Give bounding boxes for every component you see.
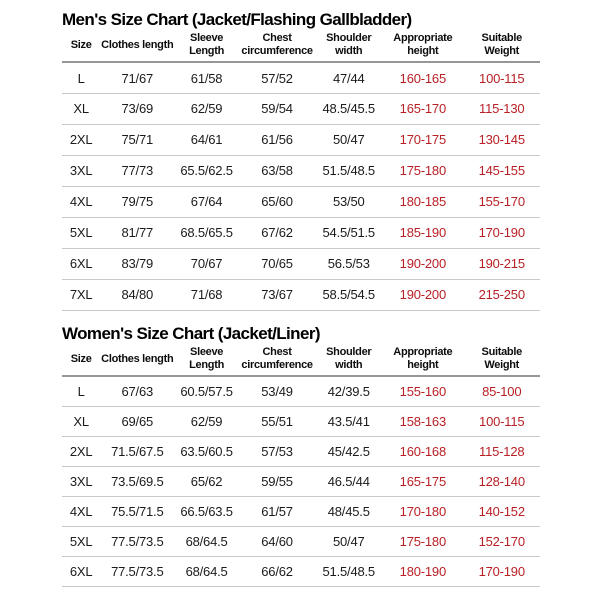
table-row bbox=[62, 406, 540, 436]
measurement-cell: 190-200 bbox=[382, 279, 463, 310]
measurement-cell: 67/64 bbox=[174, 186, 239, 217]
measurement-cell: 66/62 bbox=[239, 556, 315, 586]
table-row bbox=[62, 556, 540, 586]
womens-table-body bbox=[62, 376, 540, 586]
column-header: Size bbox=[62, 346, 100, 376]
measurement-cell: 65.5/62.5 bbox=[174, 155, 239, 186]
size-cell: 2XL bbox=[62, 124, 100, 155]
measurement-cell: 67/63 bbox=[100, 376, 174, 406]
table-row bbox=[62, 124, 540, 155]
measurement-cell: 85-100 bbox=[463, 376, 540, 406]
measurement-cell: 53/50 bbox=[315, 186, 382, 217]
table-row bbox=[62, 376, 540, 406]
measurement-cell: 61/56 bbox=[239, 124, 315, 155]
measurement-cell: 50/47 bbox=[315, 526, 382, 556]
measurement-cell: 46.5/44 bbox=[315, 466, 382, 496]
measurement-cell: 56.5/53 bbox=[315, 248, 382, 279]
size-cell: 2XL bbox=[62, 436, 100, 466]
measurement-cell: 70/67 bbox=[174, 248, 239, 279]
measurement-cell: 180-190 bbox=[382, 556, 463, 586]
measurement-cell: 160-168 bbox=[382, 436, 463, 466]
womens-chart-title: Women's Size Chart (Jacket/Liner) bbox=[62, 323, 320, 343]
measurement-cell: 60.5/57.5 bbox=[174, 376, 239, 406]
measurement-cell: 51.5/48.5 bbox=[315, 155, 382, 186]
column-header: Suitable Weight bbox=[463, 346, 540, 376]
measurement-cell: 145-155 bbox=[463, 155, 540, 186]
column-header: Clothes length bbox=[100, 346, 174, 376]
womens-header-row bbox=[62, 346, 540, 376]
column-header: Clothes length bbox=[100, 32, 174, 62]
measurement-cell: 115-130 bbox=[463, 93, 540, 124]
mens-size-table bbox=[62, 32, 540, 310]
measurement-cell: 100-115 bbox=[463, 62, 540, 93]
column-header: Size bbox=[62, 32, 100, 62]
mens-header-row bbox=[62, 32, 540, 62]
measurement-cell: 59/55 bbox=[239, 466, 315, 496]
measurement-cell: 61/58 bbox=[174, 62, 239, 93]
measurement-cell: 77.5/73.5 bbox=[100, 556, 174, 586]
measurement-cell: 65/60 bbox=[239, 186, 315, 217]
size-cell: L bbox=[62, 62, 100, 93]
measurement-cell: 140-152 bbox=[463, 496, 540, 526]
measurement-cell: 67/62 bbox=[239, 217, 315, 248]
column-header: Appropriate height bbox=[382, 346, 463, 376]
measurement-cell: 47/44 bbox=[315, 62, 382, 93]
size-cell: XL bbox=[62, 406, 100, 436]
measurement-cell: 77.5/73.5 bbox=[100, 526, 174, 556]
size-cell: 4XL bbox=[62, 186, 100, 217]
measurement-cell: 57/52 bbox=[239, 62, 315, 93]
table-row bbox=[62, 496, 540, 526]
measurement-cell: 48/45.5 bbox=[315, 496, 382, 526]
measurement-cell: 57/53 bbox=[239, 436, 315, 466]
measurement-cell: 68.5/65.5 bbox=[174, 217, 239, 248]
measurement-cell: 73/67 bbox=[239, 279, 315, 310]
measurement-cell: 175-180 bbox=[382, 526, 463, 556]
womens-size-chart-section bbox=[62, 324, 540, 587]
column-header: Suitable Weight bbox=[463, 32, 540, 62]
table-row bbox=[62, 186, 540, 217]
measurement-cell: 70/65 bbox=[239, 248, 315, 279]
size-cell: 3XL bbox=[62, 466, 100, 496]
column-header: Shoulder width bbox=[315, 32, 382, 62]
measurement-cell: 71/67 bbox=[100, 62, 174, 93]
measurement-cell: 79/75 bbox=[100, 186, 174, 217]
mens-size-chart-section bbox=[62, 10, 540, 311]
size-cell: 7XL bbox=[62, 279, 100, 310]
measurement-cell: 160-165 bbox=[382, 62, 463, 93]
measurement-cell: 152-170 bbox=[463, 526, 540, 556]
measurement-cell: 64/60 bbox=[239, 526, 315, 556]
mens-chart-title: Men's Size Chart (Jacket/Flashing Gallbladder) bbox=[62, 10, 412, 29]
column-header: Sleeve Length bbox=[174, 346, 239, 376]
measurement-cell: 100-115 bbox=[463, 406, 540, 436]
measurement-cell: 55/51 bbox=[239, 406, 315, 436]
table-row bbox=[62, 279, 540, 310]
column-header: Chest circumference bbox=[239, 32, 315, 62]
column-header: Appropriate height bbox=[382, 32, 463, 62]
column-header: Sleeve Length bbox=[174, 32, 239, 62]
measurement-cell: 155-160 bbox=[382, 376, 463, 406]
measurement-cell: 71.5/67.5 bbox=[100, 436, 174, 466]
womens-size-table bbox=[62, 346, 540, 586]
measurement-cell: 170-190 bbox=[463, 556, 540, 586]
measurement-cell: 63.5/60.5 bbox=[174, 436, 239, 466]
column-header: Chest circumference bbox=[239, 346, 315, 376]
measurement-cell: 65/62 bbox=[174, 466, 239, 496]
measurement-cell: 180-185 bbox=[382, 186, 463, 217]
measurement-cell: 73/69 bbox=[100, 93, 174, 124]
size-cell: 6XL bbox=[62, 556, 100, 586]
table-row bbox=[62, 155, 540, 186]
table-row bbox=[62, 526, 540, 556]
measurement-cell: 130-145 bbox=[463, 124, 540, 155]
measurement-cell: 68/64.5 bbox=[174, 526, 239, 556]
size-cell: 5XL bbox=[62, 217, 100, 248]
measurement-cell: 81/77 bbox=[100, 217, 174, 248]
measurement-cell: 158-163 bbox=[382, 406, 463, 436]
mens-table-body bbox=[62, 62, 540, 310]
measurement-cell: 61/57 bbox=[239, 496, 315, 526]
measurement-cell: 170-175 bbox=[382, 124, 463, 155]
measurement-cell: 115-128 bbox=[463, 436, 540, 466]
table-row bbox=[62, 93, 540, 124]
measurement-cell: 190-215 bbox=[463, 248, 540, 279]
measurement-cell: 175-180 bbox=[382, 155, 463, 186]
size-cell: XL bbox=[62, 93, 100, 124]
size-cell: 6XL bbox=[62, 248, 100, 279]
measurement-cell: 170-180 bbox=[382, 496, 463, 526]
measurement-cell: 128-140 bbox=[463, 466, 540, 496]
measurement-cell: 75/71 bbox=[100, 124, 174, 155]
measurement-cell: 75.5/71.5 bbox=[100, 496, 174, 526]
measurement-cell: 64/61 bbox=[174, 124, 239, 155]
table-row bbox=[62, 248, 540, 279]
size-cell: L bbox=[62, 376, 100, 406]
measurement-cell: 62/59 bbox=[174, 406, 239, 436]
measurement-cell: 62/59 bbox=[174, 93, 239, 124]
measurement-cell: 48.5/45.5 bbox=[315, 93, 382, 124]
measurement-cell: 59/54 bbox=[239, 93, 315, 124]
measurement-cell: 66.5/63.5 bbox=[174, 496, 239, 526]
measurement-cell: 42/39.5 bbox=[315, 376, 382, 406]
table-row bbox=[62, 217, 540, 248]
measurement-cell: 170-190 bbox=[463, 217, 540, 248]
table-row bbox=[62, 436, 540, 466]
measurement-cell: 71/68 bbox=[174, 279, 239, 310]
measurement-cell: 84/80 bbox=[100, 279, 174, 310]
measurement-cell: 77/73 bbox=[100, 155, 174, 186]
measurement-cell: 165-175 bbox=[382, 466, 463, 496]
measurement-cell: 51.5/48.5 bbox=[315, 556, 382, 586]
measurement-cell: 83/79 bbox=[100, 248, 174, 279]
measurement-cell: 185-190 bbox=[382, 217, 463, 248]
measurement-cell: 68/64.5 bbox=[174, 556, 239, 586]
measurement-cell: 73.5/69.5 bbox=[100, 466, 174, 496]
size-cell: 4XL bbox=[62, 496, 100, 526]
measurement-cell: 190-200 bbox=[382, 248, 463, 279]
size-cell: 3XL bbox=[62, 155, 100, 186]
measurement-cell: 53/49 bbox=[239, 376, 315, 406]
measurement-cell: 50/47 bbox=[315, 124, 382, 155]
column-header: Shoulder width bbox=[315, 346, 382, 376]
measurement-cell: 215-250 bbox=[463, 279, 540, 310]
measurement-cell: 165-170 bbox=[382, 93, 463, 124]
measurement-cell: 45/42.5 bbox=[315, 436, 382, 466]
measurement-cell: 63/58 bbox=[239, 155, 315, 186]
measurement-cell: 54.5/51.5 bbox=[315, 217, 382, 248]
table-row bbox=[62, 62, 540, 93]
measurement-cell: 58.5/54.5 bbox=[315, 279, 382, 310]
size-cell: 5XL bbox=[62, 526, 100, 556]
measurement-cell: 155-170 bbox=[463, 186, 540, 217]
measurement-cell: 69/65 bbox=[100, 406, 174, 436]
table-row bbox=[62, 466, 540, 496]
measurement-cell: 43.5/41 bbox=[315, 406, 382, 436]
